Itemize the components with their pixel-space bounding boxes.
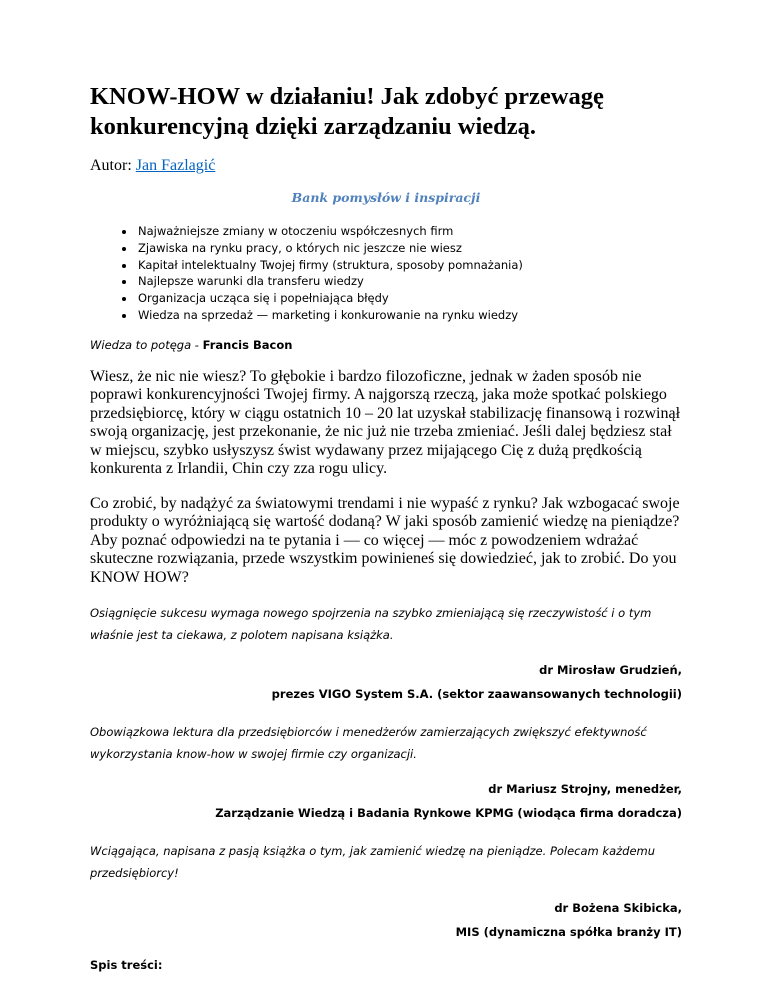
list-item: • Zjawiska na rynku pracy, o których nic jeszcze nie wiesz (136, 240, 682, 257)
testimonial-role: prezes VIGO System S.A. (sektor zaawansowanych technologii) (271, 687, 682, 702)
testimonial-signature (90, 658, 682, 706)
motto (90, 338, 682, 352)
bank-heading: Bank pomysłów i inspiracji (291, 190, 481, 205)
list-item: • Kapitał intelektualny Twojej firmy (struktura, sposoby pomnażania) (136, 257, 682, 274)
author-label: Autor: (90, 157, 132, 174)
motto-quote: Wiedza to potęga (90, 337, 192, 352)
author-link[interactable]: Jan Fazlagić (135, 157, 216, 174)
testimonial-quote: Wciągająca, napisana z pasją książka o tym, jak zamienić wiedzę na pieniądze. Polecam każdemu przedsiębiorcy! (90, 844, 656, 880)
testimonial-signature (90, 896, 682, 944)
testimonial-name: dr Mariusz Strojny, menedżer, (488, 782, 682, 797)
testimonial-role: Zarządzanie Wiedzą i Badania Rynkowe KPMG (wiodąca firma doradcza) (215, 806, 682, 821)
testimonial-role: MIS (dynamiczna spółka branży IT) (455, 925, 682, 940)
testimonial-quote: Osiągnięcie sukcesu wymaga nowego spojrzenia na szybko zmieniającą się rzeczywistość i o tym właśnie jest ta ciekawa, z polotem napisana książka. (90, 606, 652, 642)
motto-author: Francis Bacon (202, 337, 293, 352)
list-item: • Wiedza na sprzedaż — marketing i konkurowanie na rynku wiedzy (136, 307, 682, 324)
list-item: • Najlepsze warunki dla transferu wiedzy (136, 273, 682, 290)
testimonial-name: dr Mirosław Grudzień, (539, 663, 682, 678)
testimonial-signature (90, 777, 682, 825)
author-line (90, 157, 682, 175)
intro-paragraph: Wiesz, że nic nie wiesz? To głębokie i bardzo filozoficzne, jednak w żaden sposób nie poprawi konkurencyjności Twojej firmy. A najgorszą rzeczą, jaka może spotkać polskiego przedsiębiorcę, który w ciągu ostatnich 10 – 20 lat uzyskał stabilizację finansową i rozwinął swoją organizację, jest przekonanie, że nic już nie trzeba zmieniać. Jeśli dalej będziesz stał w miejscu, szybko usłyszysz świst wydawany przez mijającego Cię z dużą prędkością konkurenta z Irlandii, Chin czy zza rogu ulicy. (90, 367, 681, 478)
page-title: KNOW-HOW w działaniu! Jak zdobyć przewagę konkurencyjną dzięki zarządzaniu wiedzą. (90, 83, 604, 140)
testimonial-name: dr Bożena Skibicka, (554, 901, 682, 916)
motto-separator: - (191, 337, 203, 352)
ideas-list (90, 223, 682, 324)
intro-paragraph: Co zrobić, by nadążyć za światowymi trendami i nie wypaść z rynku? Jak wzbogacać swoje produkty o wyróżniającą się wartość dodaną? W jaki sposób zamienić wiedzę na pieniądze? Aby poznać odpowiedzi na te pytania i — co więcej — móc z powodzeniem wdrażać skuteczne rozwiązania, przede wszystkim powinieneś się dowiedzieć, jak to zrobić. Do you KNOW HOW? (90, 494, 680, 586)
list-item: • Organizacja ucząca się i popełniająca błędy (136, 290, 682, 307)
testimonial-quote: Obowiązkowa lektura dla przedsiębiorców i menedżerów zamierzających zwiększyć efektywność wykorzystania know-how w swojej firmie czy organizacji. (90, 725, 647, 761)
document-page (90, 82, 682, 972)
list-item: • Najważniejsze zmiany w otoczeniu współczesnych firm (136, 223, 682, 240)
toc-heading: Spis treści: (90, 958, 163, 973)
